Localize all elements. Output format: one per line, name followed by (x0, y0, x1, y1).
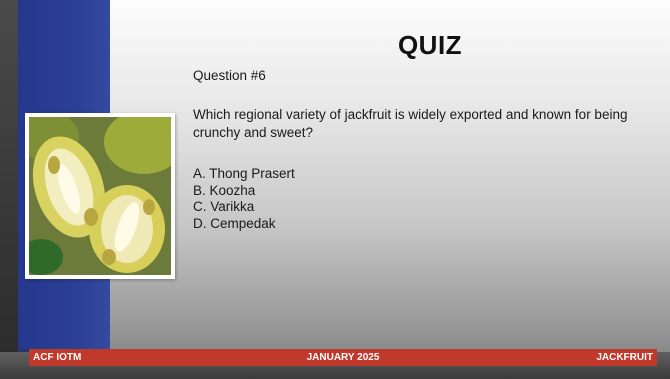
left-edge-strip (0, 0, 18, 379)
footer-bar (29, 349, 657, 366)
jackfruit-photo-icon (29, 117, 171, 275)
option-d: D. Cempedak (193, 215, 276, 231)
option-c: C. Varikka (193, 199, 255, 214)
question-number: Question #6 (193, 68, 266, 83)
footer-left: ACF IOTM (33, 352, 82, 363)
footer-center: JANUARY 2025 (306, 352, 380, 363)
footer-right: JACKFRUIT (596, 352, 653, 363)
jackfruit-photo (25, 113, 175, 279)
question-text: Which regional variety of jackfruit is widely exported and known for being crunchy and sweet? (193, 107, 628, 140)
option-b: B. Koozha (193, 182, 256, 198)
option-a: A. Thong Prasert (193, 166, 295, 181)
slide-title: QUIZ (397, 30, 463, 60)
answer-options (193, 166, 295, 232)
